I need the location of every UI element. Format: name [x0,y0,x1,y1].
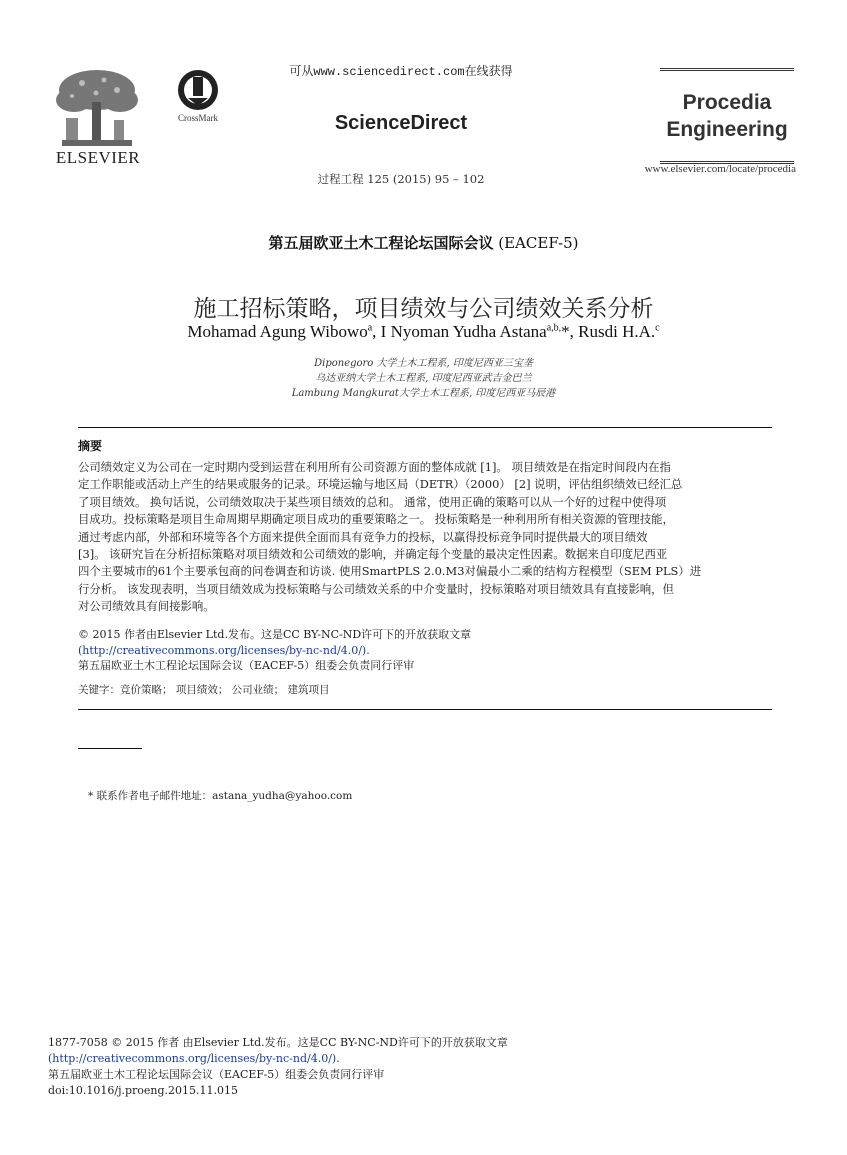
footer-license-link[interactable]: (http://creativecommons.org/licenses/by-nc-nd/4.0/). [48,1052,340,1065]
journal-title [660,89,794,143]
footer-peer-review: 第五届欧亚土木工程论坛国际会议（EACEF-5）组委会负责同行评审 [48,1068,385,1081]
abstract-body [78,459,774,616]
journal-title-line2: Engineering [666,118,788,141]
copyright-line: © 2015 作者由Elsevier Ltd.发布。这是CC BY-NC-ND许可下的开放获取文章 [78,628,472,641]
affiliation-b: 乌达亚纳大学土木工程系, 印度尼西亚武吉金巴兰 [315,373,532,384]
affiliation-a: Diponegoro 大学土木工程系, 印度尼西亚三宝垄 [314,358,533,369]
abstract-line: [3]。 该研究旨在分析招标策略对项目绩效和公司绩效的影响，并确定每个变量的最决定性因素。数据来自印度尼西亚 [78,547,668,562]
conference-abbrev: (EACEF-5) [493,234,579,252]
journal-title-line1: Procedia [682,91,772,114]
abstract-line: 通过考虑内部，外部和环境等各个方面来提供全面而具有竞争力的投标，以赢得投标竞争同时提供最大的项目绩效 [78,529,648,544]
abstract-line: 了项目绩效。 换句话说，公司绩效取决于某些项目绩效的总和。 通常，使用正确的策略可以从一个好的过程中使得项 [78,494,667,509]
author-2-corresponding-mark: * [561,322,570,341]
author-2: , I Nyoman Yudha Astana [372,322,547,341]
abstract-line: 公司绩效定义为公司在一定时期内受到运营在利用所有公司资源方面的整体成就 [1]。 项目绩效是在指定时间段内在指 [78,460,671,474]
conference-name-main: 第五届欧亚土木工程论坛国际会议 [268,234,494,252]
footer-doi[interactable]: doi:10.1016/j.proeng.2015.11.015 [48,1084,239,1097]
abstract-copyright [78,627,774,674]
author-3-affil: c [655,322,660,334]
journal-url[interactable]: www.elsevier.com/locate/procedia [644,163,796,175]
license-link[interactable]: (http://creativecommons.org/licenses/by-nc-nd/4.0/). [78,643,370,657]
sciencedirect-wordmark: ScienceDirect [334,112,468,134]
footer-issn-line: 1877-7058 © 2015 作者 由Elsevier Ltd.发布。这是CC BY-NC-ND许可下的开放获取文章 [48,1036,508,1049]
publisher-wordmark: ELSEVIER [55,148,141,167]
page-footer [48,1035,748,1099]
peer-review-line: 第五届欧亚土木工程论坛国际会议（EACEF-5）组委会负责同行评审 [78,659,415,672]
abstract-bottom-rule [78,709,772,710]
article-title: 施工招标策略，项目绩效与公司绩效关系分析 [193,296,654,322]
author-list [0,322,847,342]
conference-name [0,232,847,253]
keywords: 关键字：竞价策略； 项目绩效； 公司业绩； 建筑项目 [78,684,330,696]
elsevier-tree-logo [52,68,142,148]
abstract-line: 四个主要城市的61个主要承包商的问卷调查和访谈. 使用SmartPLS 2.0.M3对偏最小二乘的结构方程模型（SEM PLS）进 [78,564,702,579]
abstract-top-rule [78,427,772,428]
journal-reference: 过程工程 125 (2015) 95 – 102 [317,172,485,186]
abstract-line: 对公司绩效具有间接影响。 [78,599,215,614]
author-1-affil: a [367,322,373,334]
crossmark-label: CrossMark [178,113,218,123]
abstract-line: 定工作职能或活动上产生的结果或服务的记录。环境运输与地区局（DETR）（2000） [2] 说明，评估组织绩效已经汇总 [78,477,683,492]
abstract-heading: 摘要 [78,439,103,453]
corresponding-author-note: * 联系作者电子邮件地址：astana_yudha@yahoo.com [88,790,353,802]
crossmark-badge[interactable] [171,68,225,123]
author-3: , Rusdi H.A. [569,322,656,341]
footnote-rule [78,748,142,749]
author-1: Mohamad Agung Wibowo [187,322,368,341]
affiliation-c: Lambung Mangkurat大学土木工程系, 印度尼西亚马辰港 [291,388,556,399]
journal-title-box [660,68,794,164]
crossmark-icon [176,68,220,112]
availability-note: 可从www.sciencedirect.com在线获得 [289,65,513,79]
abstract-line: 目成功。投标策略是项目生命周期早期确定项目成功的重要策略之一。 投标策略是一种利用所有相关资源的管理技能， [78,512,674,527]
abstract-line: 行分析。 该发现表明，当项目绩效成为投标策略与公司绩效关系的中介变量时，投标策略对项目绩效具有直接影响，但 [78,581,674,596]
author-2-affil: a,b, [546,322,562,334]
